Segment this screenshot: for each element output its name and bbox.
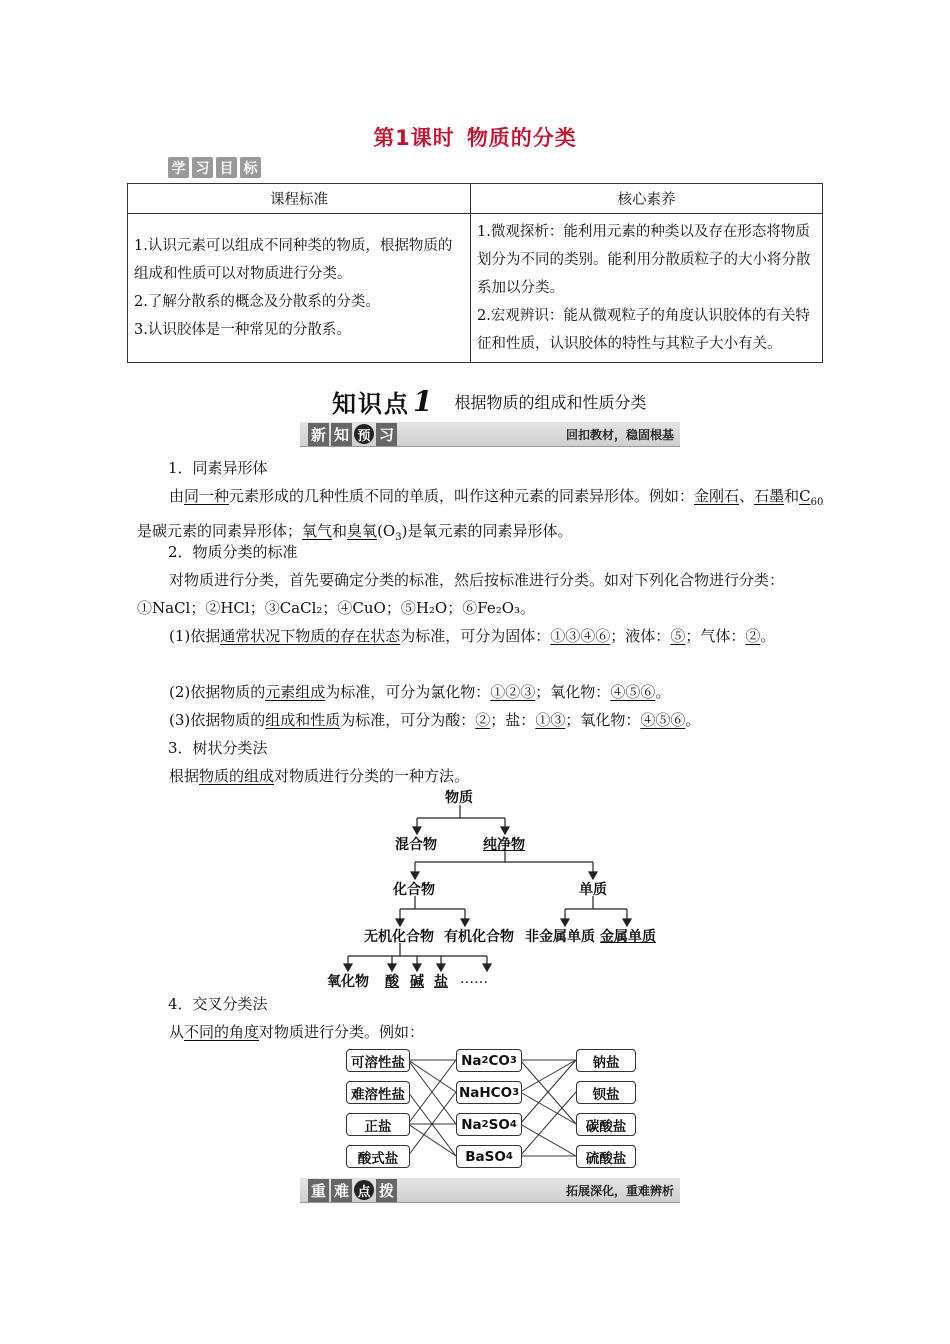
lesson-number: 第1课时 — [373, 126, 455, 150]
standard-item: 2.了解分散系的概念及分散系的分类。 — [134, 294, 380, 310]
paragraph-by-state: (1)依据通常状况下物质的存在状态为标准，可分为固体：①③④⑥；液体：⑤；气体：②。 — [169, 627, 776, 645]
paragraph-cross-method: 从不同的角度对物质进行分类。例如： — [169, 1023, 425, 1041]
bar-char: 点 — [354, 1180, 374, 1200]
cross-right-box: 钡盐 — [576, 1081, 636, 1104]
cross-middle-box: Na 2 CO 3 — [456, 1049, 522, 1072]
badge-char: 目 — [216, 157, 237, 178]
bar-char: 重 — [308, 1179, 329, 1202]
paragraph-allotrope: 由同一种元素形成的几种性质不同的单质，叫作这种元素的同素异形体。例如：金刚石、石墨和$C_{60}$是碳元素的同素异形体；氧气和臭氧$(O_3)$是氧元素的同素异形体。 — [137, 487, 824, 543]
tree-salt-label: 盐 — [434, 974, 448, 990]
key-bar-slogan: 拓展深化，重难辨析 — [565, 1183, 674, 1198]
literacy-cell — [471, 214, 823, 363]
cross-middle-box: NaHCO 3 — [456, 1081, 522, 1104]
cross-classification-diagram — [340, 1048, 640, 1170]
knowledge-point-label: 知识点 — [332, 390, 410, 418]
tree-mixture-label: 混合物 — [395, 837, 437, 853]
paragraph-classification-intro: 对物质进行分类，首先要确定分类的标准，然后按标准进行分类。如对下列化合物进行分类：①NaCl；②HCl；③CaCl₂；④CuO；⑤H₂O；⑥Fe₂O₃。 — [137, 571, 785, 617]
knowledge-point-topic: 根据物质的组成和性质分类 — [454, 393, 647, 412]
cross-left-box: 酸式盐 — [346, 1145, 410, 1168]
literacy-item: 1.微观探析：能利用元素的种类以及存在形态将物质划分为不同的类别。能利用分散质粒子的大小将分散系加以分类。 — [477, 224, 811, 296]
tree-oxide-label: 氧化物 — [327, 974, 369, 990]
cross-left-box: 可溶性盐 — [346, 1049, 410, 1072]
standards-cell — [128, 214, 471, 363]
badge-char: 习 — [192, 157, 213, 178]
badge-char: 标 — [240, 157, 261, 178]
preview-bar-slogan: 回扣教材，稳固根基 — [565, 427, 674, 442]
tree-organic-label: 有机化合物 — [444, 929, 514, 945]
tree-inorganic-label: 无机化合物 — [364, 929, 434, 945]
tree-acid-label: 酸 — [385, 974, 399, 990]
goals-table — [127, 183, 823, 363]
knowledge-point-header — [332, 384, 647, 419]
bar-char: 拨 — [376, 1179, 397, 1202]
paragraph-tree-method: 根据物质的组成对物质进行分类的一种方法。 — [169, 767, 470, 785]
tree-base-label: 碱 — [410, 974, 424, 990]
page-title — [0, 122, 950, 152]
cross-middle-box: BaSO 4 — [456, 1145, 522, 1168]
learning-goals-badge — [168, 157, 261, 178]
cross-right-box: 碳酸盐 — [576, 1113, 636, 1136]
standard-item: 3.认识胶体是一种常见的分散系。 — [134, 322, 351, 338]
cross-left-box: 难溶性盐 — [346, 1081, 410, 1104]
cross-right-box: 硫酸盐 — [576, 1145, 636, 1168]
table-header-literacy: 核心素养 — [471, 184, 823, 214]
preview-section-bar — [300, 422, 680, 447]
bar-char: 难 — [331, 1179, 352, 1202]
tree-lines — [300, 785, 680, 990]
bar-char: 新 — [308, 423, 329, 446]
tree-pure-label: 纯净物 — [483, 837, 525, 853]
paragraph-by-element: (2)依据物质的元素组成为标准，可分为氯化物：①②③；氧化物：④⑤⑥。 — [169, 683, 671, 701]
section-heading: 3．树状分类法 — [168, 739, 268, 757]
standard-item: 1.认识元素可以组成不同种类的物质，根据物质的组成和性质可以对物质进行分类。 — [134, 238, 453, 282]
bar-char: 习 — [376, 423, 397, 446]
lesson-topic: 物质的分类 — [466, 126, 577, 150]
key-points-section-bar — [300, 1178, 680, 1203]
paragraph-by-property: (3)依据物质的组成和性质为标准，可分为酸：②；盐：①③；氧化物：④⑤⑥。 — [169, 711, 701, 729]
section-heading: 2．物质分类的标准 — [168, 543, 298, 561]
knowledge-point-number: 1 — [413, 385, 433, 418]
bar-char: 知 — [331, 423, 352, 446]
cross-right-box: 钠盐 — [576, 1049, 636, 1072]
table-header-standards: 课程标准 — [128, 184, 471, 214]
section-heading: 1．同素异形体 — [168, 459, 268, 477]
cross-left-box: 正盐 — [346, 1113, 410, 1136]
bar-char: 预 — [354, 424, 374, 444]
tree-element-label: 单质 — [579, 882, 607, 898]
literacy-item: 2.宏观辨识：能从微观粒子的角度认识胶体的有关特征和性质，认识胶体的特性与其粒子大小有关。 — [477, 308, 810, 352]
badge-char: 学 — [168, 157, 189, 178]
tree-nonmetal-label: 非金属单质 — [525, 929, 595, 945]
tree-compound-label: 化合物 — [393, 882, 435, 898]
tree-root-label: 物质 — [445, 790, 473, 806]
section-heading: 4．交叉分类法 — [168, 995, 268, 1013]
tree-classification-diagram — [300, 785, 680, 990]
tree-more-label: …… — [460, 971, 488, 987]
cross-middle-box: Na 2 SO 4 — [456, 1113, 522, 1136]
tree-metal-label: 金属单质 — [600, 929, 656, 945]
